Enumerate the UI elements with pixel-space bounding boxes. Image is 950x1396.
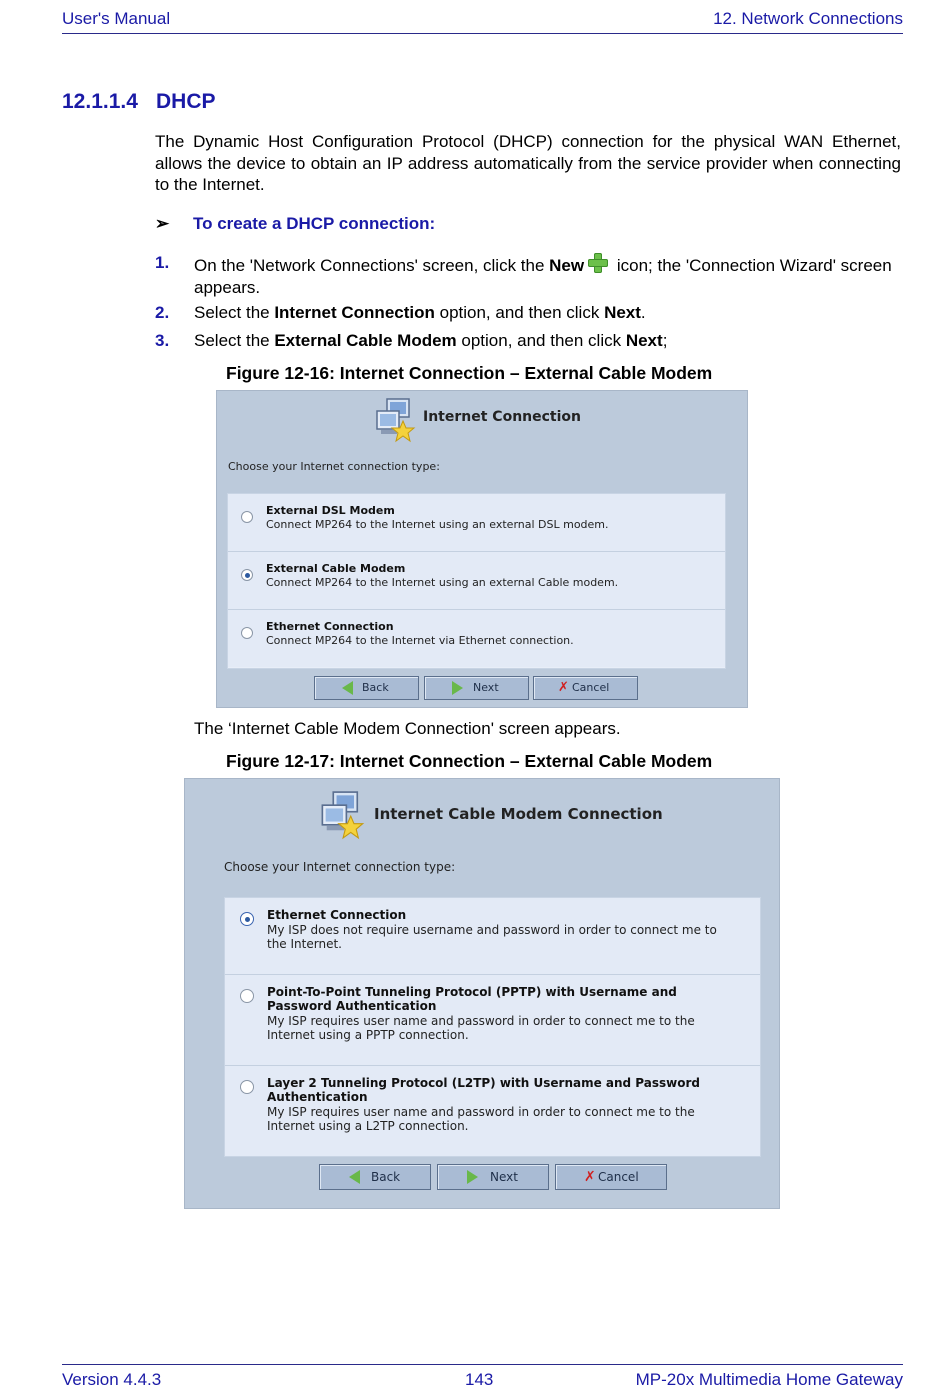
wizard-computer-icon <box>318 789 366 841</box>
cancel-x-icon: ✗ <box>584 1169 596 1185</box>
radio-button-selected[interactable] <box>240 912 254 926</box>
internet-connection-screenshot <box>216 390 748 708</box>
footer-version: Version 4.4.3 <box>62 1370 162 1389</box>
intro-paragraph: The Dynamic Host Configuration Protocol (DHCP) connection for the physical WAN Ethernet, allows the device to obtain an IP address automatically from the service provider when connecting to the Internet. <box>155 132 901 194</box>
footer-page-number: 143 <box>465 1370 494 1389</box>
step-text: Select the <box>194 331 275 350</box>
wizard-title: Internet Connection <box>423 409 581 425</box>
back-button-label: Back <box>371 1170 401 1184</box>
header-manual-title: User's Manual <box>62 9 171 28</box>
procedure-heading <box>155 214 435 234</box>
radio-button-selected[interactable] <box>241 569 253 581</box>
section-title: DHCP <box>156 90 216 113</box>
option-description: Internet using a L2TP connection. <box>267 1119 469 1133</box>
step-1 <box>155 252 901 298</box>
next-button[interactable] <box>437 1164 549 1190</box>
footer-product-name: MP-20x Multimedia Home Gateway <box>635 1370 903 1389</box>
next-button[interactable] <box>424 676 529 700</box>
option-external-cable-modem[interactable] <box>228 552 725 610</box>
option-ethernet-connection[interactable] <box>225 898 760 975</box>
option-description: My ISP requires user name and password in order to connect me to the <box>267 1014 695 1028</box>
step-text: . <box>640 303 646 322</box>
option-title: Layer 2 Tunneling Protocol (L2TP) with Username and Password <box>267 1076 701 1090</box>
wizard-computer-icon <box>373 397 417 443</box>
step-bold-option: Internet Connection <box>274 303 435 322</box>
step-text: option, and then click <box>434 303 605 322</box>
step-text: option, and then click <box>456 331 626 350</box>
step-text: icon; the 'Connection Wizard' screen appears. <box>194 256 892 297</box>
option-title: External Cable Modem <box>266 562 406 575</box>
step-bold-option: External Cable Modem <box>274 331 457 350</box>
cancel-button[interactable] <box>533 676 638 700</box>
step-number: 3. <box>155 331 170 350</box>
next-arrow-icon <box>467 1170 478 1184</box>
back-arrow-icon <box>342 681 353 695</box>
option-title: Ethernet Connection <box>267 908 407 922</box>
cancel-button-label: Cancel <box>598 1170 639 1184</box>
option-title: Authentication <box>267 1090 368 1104</box>
option-description: My ISP requires user name and password in order to connect me to the <box>267 1105 695 1119</box>
connection-type-options <box>227 493 726 669</box>
radio-button[interactable] <box>240 989 254 1003</box>
connection-type-options <box>224 897 761 1157</box>
wizard-prompt: Choose your Internet connection type: <box>224 860 456 874</box>
cancel-button[interactable] <box>555 1164 667 1190</box>
option-ethernet-connection[interactable] <box>228 610 725 667</box>
procedure-arrow-icon: ➢ <box>155 214 170 233</box>
option-description: the Internet. <box>267 937 342 951</box>
page-footer <box>62 1364 903 1389</box>
radio-button[interactable] <box>241 511 253 523</box>
option-external-dsl-modem[interactable] <box>228 494 725 552</box>
section-heading <box>62 90 216 114</box>
option-title: Point-To-Point Tunneling Protocol (PPTP) with Username and <box>267 985 677 999</box>
step-number: 2. <box>155 303 170 322</box>
next-button-label: Next <box>473 681 499 694</box>
figure-caption-2: Figure 12-17: Internet Connection – External Cable Modem <box>226 751 713 771</box>
step-3 <box>155 330 901 352</box>
radio-button[interactable] <box>241 627 253 639</box>
section-number: 12.1.1.4 <box>62 90 138 113</box>
option-l2tp[interactable] <box>225 1066 760 1156</box>
wizard-prompt: Choose your Internet connection type: <box>228 460 440 473</box>
cancel-button-label: Cancel <box>572 681 610 694</box>
step-text: On the 'Network Connections' screen, click the <box>194 256 550 275</box>
back-button[interactable] <box>314 676 419 700</box>
option-title: External DSL Modem <box>266 504 395 517</box>
wizard-title: Internet Cable Modem Connection <box>374 805 663 823</box>
option-description: Connect MP264 to the Internet using an external Cable modem. <box>266 576 619 589</box>
step-2 <box>155 302 901 324</box>
step-bold-new: New <box>549 256 585 275</box>
new-plus-icon <box>587 252 609 274</box>
back-button[interactable] <box>319 1164 431 1190</box>
back-arrow-icon <box>349 1170 360 1184</box>
option-pptp[interactable] <box>225 975 760 1066</box>
next-arrow-icon <box>452 681 463 695</box>
option-title: Password Authentication <box>267 999 437 1013</box>
option-description: Connect MP264 to the Internet using an external DSL modem. <box>266 518 609 531</box>
after-figure-text: The ‘Internet Cable Modem Connection' screen appears. <box>194 719 621 738</box>
cancel-x-icon: ✗ <box>558 680 569 695</box>
back-button-label: Back <box>362 681 389 694</box>
page-header <box>62 9 903 34</box>
option-description: Internet using a PPTP connection. <box>267 1028 469 1042</box>
step-number: 1. <box>155 253 170 272</box>
header-chapter-title: 12. Network Connections <box>713 9 903 28</box>
figure-caption-1: Figure 12-16: Internet Connection – External Cable Modem <box>226 363 713 383</box>
next-button-label: Next <box>490 1170 518 1184</box>
option-description: Connect MP264 to the Internet via Ethernet connection. <box>266 634 574 647</box>
step-bold-next: Next <box>625 331 663 350</box>
option-title: Ethernet Connection <box>266 620 394 633</box>
option-description: My ISP does not require username and password in order to connect me to <box>267 923 717 937</box>
radio-button[interactable] <box>240 1080 254 1094</box>
procedure-title: To create a DHCP connection: <box>193 214 436 233</box>
internet-cable-modem-connection-screenshot <box>184 778 780 1209</box>
step-bold-next: Next <box>604 303 641 322</box>
step-text: Select the <box>194 303 275 322</box>
step-text: ; <box>662 331 668 350</box>
